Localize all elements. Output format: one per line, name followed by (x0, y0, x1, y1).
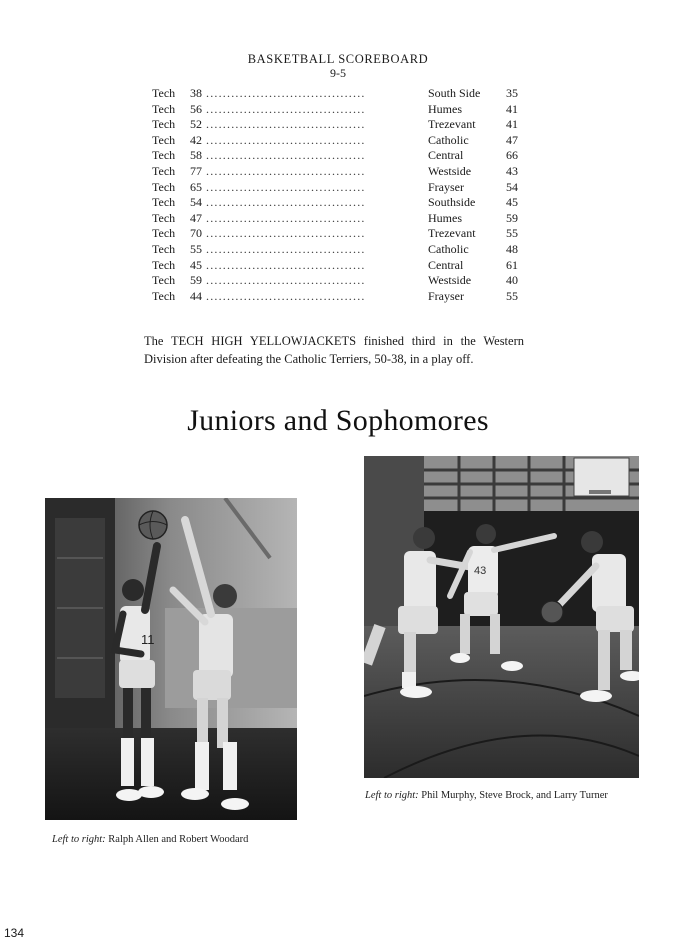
opponent-score: 61 (506, 257, 518, 272)
dot-leader: ...................................... (206, 288, 366, 303)
opponent-name: Central (428, 257, 464, 272)
team-name: Tech (152, 101, 176, 116)
opponent-name: South Side (428, 86, 481, 100)
scoreboard-row (152, 102, 524, 118)
opponent-score: 66 (506, 148, 518, 163)
team-score: 52 (190, 117, 202, 132)
team-name: Tech (152, 148, 176, 163)
dot-leader: ...................................... (206, 210, 366, 225)
dot-leader: ...................................... (206, 241, 366, 256)
scoreboard-row (152, 195, 524, 211)
opponent-score: 55 (506, 288, 518, 303)
opponent-score: 59 (506, 210, 518, 225)
scoreboard-row (152, 148, 524, 164)
team-score: 54 (190, 195, 202, 210)
scoreboard-row (152, 226, 524, 242)
caption-right-names: Phil Murphy, Steve Brock, and Larry Turner (421, 790, 608, 801)
opponent-score: 41 (506, 117, 518, 132)
dot-leader: ...................................... (206, 179, 366, 194)
opponent-score: 35 (506, 86, 518, 100)
opponent-score: 55 (506, 226, 518, 241)
opponent-score: 47 (506, 132, 518, 147)
dot-leader: ...................................... (206, 148, 366, 163)
section-heading: Juniors and Sophomores (187, 404, 489, 437)
scoreboard-row (152, 273, 524, 289)
team-score: 59 (190, 273, 202, 288)
opponent-score: 43 (506, 163, 518, 178)
dot-leader: ...................................... (206, 257, 366, 272)
scoreboard-row (152, 117, 524, 133)
opponent-score: 45 (506, 195, 518, 210)
opponent-score: 54 (506, 179, 518, 194)
team-name: Tech (152, 241, 176, 256)
team-name: Tech (152, 226, 176, 241)
caption-left-lead: Left to right: (52, 834, 106, 845)
caption-left-names: Ralph Allen and Robert Woodard (108, 834, 249, 845)
opponent-name: Catholic (428, 241, 469, 256)
team-score: 38 (190, 86, 202, 100)
dot-leader: ...................................... (206, 117, 366, 132)
scoreboard-row (152, 180, 524, 196)
opponent-name: Westside (428, 273, 472, 288)
team-score: 42 (190, 132, 202, 147)
team-score: 55 (190, 241, 202, 256)
team-score: 56 (190, 101, 202, 116)
team-score: 45 (190, 257, 202, 272)
team-score: 44 (190, 288, 202, 303)
scoreboard-row (152, 86, 524, 102)
opponent-name: Central (428, 148, 464, 163)
team-name: Tech (152, 86, 176, 100)
team-name: Tech (152, 179, 176, 194)
opponent-name: Trezevant (428, 226, 476, 241)
dot-leader: ...................................... (206, 195, 366, 210)
scoreboard-row (152, 289, 524, 305)
dot-leader: ...................................... (206, 226, 366, 241)
dot-leader: ...................................... (206, 101, 366, 116)
scoreboard-row (152, 211, 524, 227)
scoreboard-title: BASKETBALL SCOREBOARD (247, 52, 429, 66)
photo-allen-woodard (45, 498, 297, 820)
opponent-name: Catholic (428, 132, 469, 147)
scoreboard-row (152, 258, 524, 274)
team-score: 77 (190, 163, 202, 178)
opponent-score: 41 (506, 101, 518, 116)
opponent-name: Humes (428, 210, 462, 225)
scoreboard-row (152, 133, 524, 149)
opponent-name: Frayser (428, 179, 464, 194)
opponent-name: Frayser (428, 288, 464, 303)
dot-leader: ...................................... (206, 132, 366, 147)
scoreboard-row (152, 164, 524, 180)
photo-murphy-brock-turner (364, 456, 639, 778)
team-score: 65 (190, 179, 202, 194)
team-name: Tech (152, 210, 176, 225)
team-name: Tech (152, 257, 176, 272)
caption-right-lead: Left to right: (365, 790, 419, 801)
team-name: Tech (152, 288, 176, 303)
opponent-name: Southside (428, 195, 476, 210)
team-name: Tech (152, 132, 176, 147)
team-score: 58 (190, 148, 202, 163)
team-name: Tech (152, 163, 176, 178)
team-name: Tech (152, 273, 176, 288)
scoreboard-row (152, 242, 524, 258)
scoreboard-table (152, 86, 524, 304)
dot-leader: ...................................... (206, 273, 366, 288)
season-summary: The TECH HIGH YELLOWJACKETS finished third in the Western Division after defeating the Catholic Terriers, 50-38, in a play off. (144, 334, 524, 366)
caption-left-photo (52, 834, 248, 845)
jersey-number-right: 43 (474, 565, 487, 577)
opponent-score: 40 (506, 273, 518, 288)
opponent-score: 48 (506, 241, 518, 256)
dot-leader: ...................................... (206, 86, 366, 100)
team-score: 70 (190, 226, 202, 241)
caption-right-photo (365, 790, 608, 801)
page-number: 134 (4, 926, 25, 940)
dot-leader: ...................................... (206, 163, 366, 178)
opponent-name: Trezevant (428, 117, 476, 132)
scoreboard-record: 9-5 (330, 66, 346, 80)
jersey-number-left: 11 (141, 632, 155, 647)
opponent-name: Humes (428, 101, 462, 116)
team-name: Tech (152, 195, 176, 210)
team-score: 47 (190, 210, 202, 225)
opponent-name: Westside (428, 163, 472, 178)
team-name: Tech (152, 117, 176, 132)
